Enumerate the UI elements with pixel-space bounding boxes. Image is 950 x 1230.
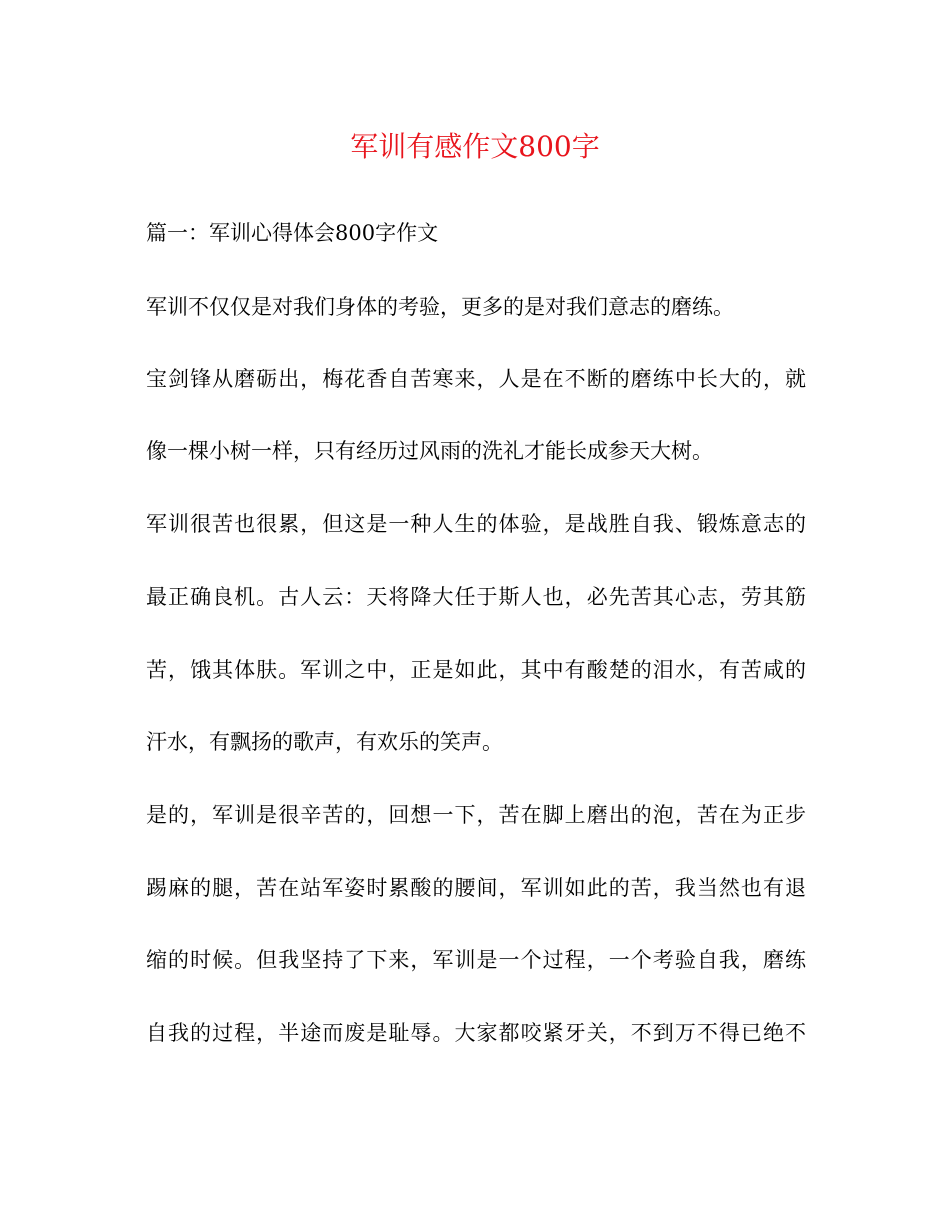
paragraph-line: 最正确良机。古人云：天将降大任于斯人也，必先苦其心志，劳其筋 (146, 585, 806, 609)
paragraph-line: 是的，军训是很辛苦的，回想一下，苦在脚上磨出的泡，苦在为正步 (146, 803, 806, 827)
section-heading: 篇一：军训心得体会800字作文 (146, 221, 439, 245)
document-title: 军训有感作文800字 (350, 130, 600, 163)
paragraph-line: 像一棵小树一样，只有经历过风雨的洗礼才能长成参天大树。 (146, 439, 713, 463)
paragraph-line: 缩的时候。但我坚持了下来，军训是一个过程，一个考验自我，磨练 (146, 948, 806, 972)
paragraph-line: 宝剑锋从磨砺出，梅花香自苦寒来，人是在不断的磨练中长大的，就 (146, 367, 806, 391)
paragraph-line: 苦，饿其体肤。军训之中，正是如此，其中有酸楚的泪水，有苦咸的 (146, 658, 806, 682)
paragraph-line: 汗水，有飘扬的歌声，有欢乐的笑声。 (146, 730, 503, 754)
paragraph-line: 军训不仅仅是对我们身体的考验，更多的是对我们意志的磨练。 (146, 295, 734, 319)
paragraph-line: 踢麻的腿，苦在站军姿时累酸的腰间，军训如此的苦，我当然也有退 (146, 876, 806, 900)
paragraph-line: 自我的过程，半途而废是耻辱。大家都咬紧牙关，不到万不得已绝不 (146, 1021, 806, 1045)
paragraph-line: 军训很苦也很累，但这是一种人生的体验，是战胜自我、锻炼意志的 (146, 512, 806, 536)
